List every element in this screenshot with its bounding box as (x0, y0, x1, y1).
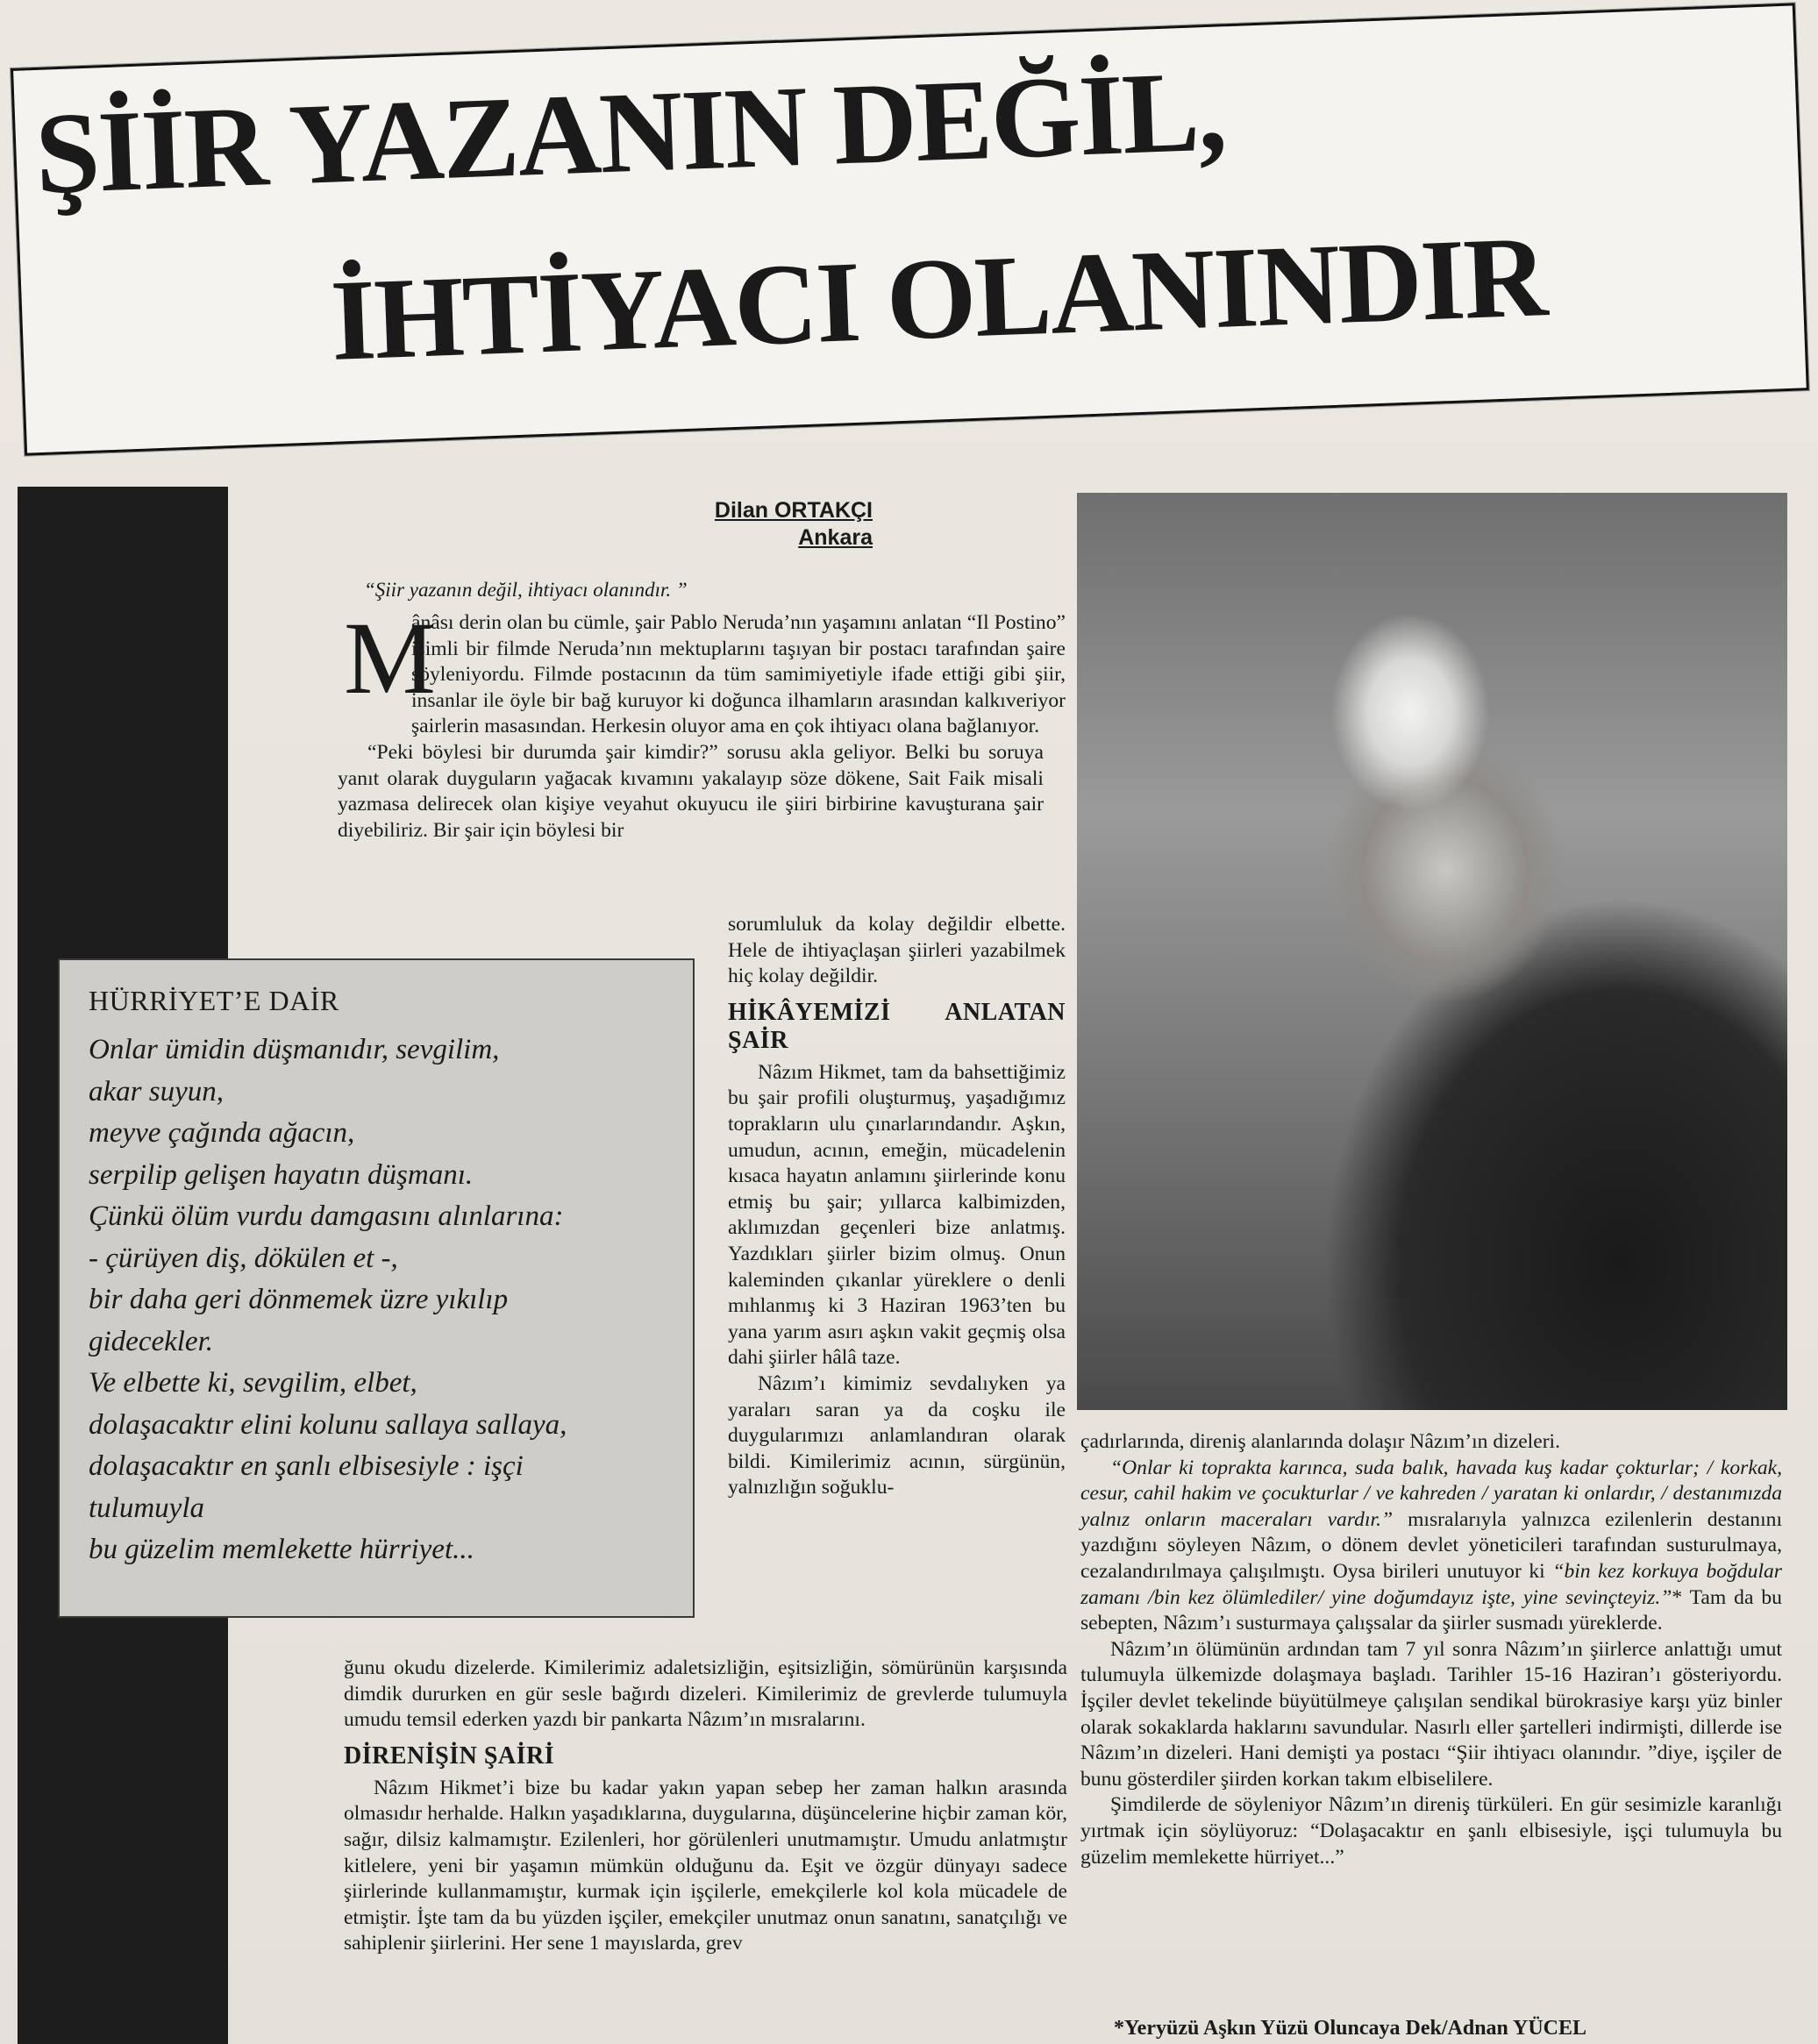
byline (526, 497, 873, 552)
poem-quote-2: “bin kez korkuya boğdular zamanı /bin kez ölümlediler/ yine doğumdayız işte, yine sevinçteyiz.” (1080, 1559, 1782, 1609)
article-paragraph: Şimdilerde de söyleniyor Nâzım’ın direniş türküleri. En gür sesimizle karanlığı yırtmak için söylüyoruz: “Dolaşacaktır en şanlı elbisesiyle, işçi tulumuyla bu güzelim memlekette hürriyet...” (1080, 1793, 1782, 1869)
poem-line: meyve çağında ağacın, (89, 1117, 355, 1149)
article-column-a (338, 610, 1066, 844)
quote-end: * Tam da bu sebepten, Nâzım’ı susturmaya çalışsalar da şiirler susmadı yüreklerde. (1080, 1585, 1782, 1635)
headline-line-2: İHTİYACI OLANINDIR (328, 211, 1548, 385)
article-paragraph: Nâzım’ın ölümünün ardından tam 7 yıl sonra Nâzım’ın şiirlerce anlattığı umut tulumuyla ülkemizde dolaşmaya başladı. Tarihler 15-16 Haziran’ı gösteriyordu. İşçiler devlet tekelinde büyütülmeye çalışılan sendikal bürokrasiye karşı yüz binler olarak sokaklarda haklarını savundular. Nasırlı eller şartelleri indirmişti, dillerde ise Nâzım’ın dizeleri. Hani demişti ya postacı “Şiir ihtiyacı olanındır. ”diye, işçiler de bunu gösterdiler şiirden korkan takım elbiselilere. (1080, 1637, 1782, 1791)
article-paragraph: Nâzım Hikmet’i bize bu kadar yakın yapan sebep her zaman halkın arasında olmasıdır herhalde. Halkın yaşadıklarına, duygularına, düşüncelerine hiçbir zaman kör, sağır, dilsiz kalmamıştır. Ezilenleri, hor görülenleri unutmamıştır. Umudu anlatmıştır kitlelere, yeni bir yaşamın mümkün olduğunu da. Eşit ve özgür dünyayı sadece şiirlerinde kullanmamıştır, kurmak için işçilerle, emekçilerle kol kola mücadele de etmiştir. İşte tam da bu yüzden işçiler, emekçiler unutmaz onun sanatını, sanatçılığı ve sahiplenir şiirlerini. Her sene 1 mayıslarda, grev (344, 1776, 1067, 1955)
poem-line: dolaşacaktır elini kolunu sallaya sallaya, (89, 1408, 567, 1441)
poem-line: bir daha geri dönmemek üzre yıkılıp (89, 1284, 509, 1315)
headline-line-1: ŞİİR YAZANIN DEĞİL, (32, 46, 1228, 218)
poem-quote: “Onlar ki toprakta karınca, suda balık, havada kuş kadar çokturlar; / korkak, cesur, cahil hakim ve çocukturlar / ve kahreden / yaratan ki onlardır, / destanımızda yalnız onların maceraları vardır.” (1080, 1456, 1782, 1531)
poem-line: bu güzelim memlekette hürriyet... (89, 1534, 474, 1565)
drop-cap: M (344, 601, 436, 716)
poem-line: akar suyun, (89, 1075, 224, 1107)
article-paragraph: Nâzım’ı kimimiz sevdalıyken ya yaraları saran ya da coşku ile duygularımızı anlamlandıran olarak bildi. Kimilerimiz acının, sürgünün, yalnızlığın soğuklu- (728, 1371, 1066, 1499)
poem-line: gidecekler. (89, 1325, 214, 1357)
article-paragraph: “Peki böylesi bir durumda şair kimdir?” sorusu akla geliyor. Belki bu soruya yanıt olarak duyguların yağacak kıvamını yakalayıp söze dökene, Sait Faik misali yazmasa delirecek olan kişiye veyahut okuyucu ile şiiri birbirine kavuşturana şair diyebiliriz. Bir şair için böylesi bir (338, 740, 1044, 842)
article-paragraph: çadırlarında, direniş alanlarında dolaşır Nâzım’ın dizeleri. (1080, 1430, 1561, 1453)
poem-line: Onlar ümidin düşmanıdır, sevgilim, (89, 1034, 500, 1065)
poem-line: serpilip gelişen hayatın düşmanı. (89, 1158, 474, 1191)
poem-line: Çünkü ölüm vurdu damgasını alınlarına: (89, 1200, 564, 1232)
author-city: Ankara (798, 525, 873, 550)
subheading-resistance-poet: DİRENİŞİN ŞAİRİ (344, 1741, 555, 1770)
source-credit: *Yeryüzü Aşkın Yüzü Oluncaya Dek/Adnan YÜCEL (1114, 2017, 1587, 2040)
intro-quote: “Şiir yazanın değil, ihtiyacı olanındır. ” (364, 579, 688, 601)
article-column-c (344, 1656, 1067, 1957)
poem-sidebar (58, 958, 695, 1618)
article-paragraph: ânâsı derin olan bu cümle, şair Pablo Neruda’nın yaşamını anlatan “Il Postino” isimli bir filmde Neruda’nın mektuplarını taşıyan bir postacı tarafından şaire söyleniyordu. Filmde postacının da tüm samimiyetiyle ifade ettiği gibi şiir, insanlar ile öyle bir bağ kuruyor ki doğunca ilhamların arasından kalkıveriyor şairlerin masasından. Herkesin oluyor ama en çok ihtiyacı olana bağlanıyor. (411, 611, 1066, 738)
article-paragraph: ğunu okudu dizelerde. Kimilerimiz adaletsizliğin, eşitsizliğin, sömürünün karşısında dimdik dururken en gür sesle bağırdı dizeleri. Kimilerimiz de grevlerde tulumuyla umudu temsil ederken yazdı bir pankarta Nâzım’ın mısralarını. (344, 1656, 1067, 1732)
author-name: Dilan ORTAKÇI (714, 498, 873, 523)
quote-continuation: mısralarıyla yalnızca ezilenlerin destanını yazdığını söyleyen Nâzım, o dönem devlet yöneticileri tarafından susturulmaya, cezalandırılmaya çalışılmıştı. Oysa birileri unutuyor ki (1080, 1507, 1782, 1583)
subheading-story-poet: HİKÂYEMİZİ ANLATAN ŞAİR (728, 998, 1066, 1054)
poem-title: HÜRRİYET’E DAİR (89, 985, 339, 1016)
article-column-b (728, 912, 1066, 1501)
article-paragraph-quote (1080, 1456, 1782, 1637)
poem-line: - çürüyen diş, dökülen et -, (89, 1242, 398, 1274)
poem-line: Ve elbette ki, sevgilim, elbet, (89, 1367, 417, 1399)
article-column-d (1080, 1429, 1782, 1870)
portrait-photo (1077, 493, 1787, 1410)
poem-line: dolaşacaktır en şanlı elbisesiyle : işçi (89, 1450, 524, 1482)
poem-line: tulumuyla (89, 1492, 204, 1524)
article-paragraph: Nâzım Hikmet, tam da bahsettiğimiz bu şair profili oluşturmuş, yaşadığımız toprakların ulu çınarlarındandır. Aşkın, umudun, acının, emeğin, mücadelenin kısaca hayatın anlamını şiirlerinde konu etmiş bu şair; yıllarca kalbimizden, aklımızdan geçenleri bize anlatmış. Yazdıkları şiirler bizim olmuş. Onun kaleminden çıkanlar yüreklere o denli mıhlanmış ki 3 Haziran 1963’ten bu yana yarım asırı aşkın vakit geçmiş olsa dahi şiirler hâlâ taze. (728, 1060, 1066, 1370)
article-paragraph: sorumluluk da kolay değildir elbette. Hele de ihtiyaçlaşan şiirleri yazabilmek hiç kolay değildir. (728, 913, 1066, 988)
